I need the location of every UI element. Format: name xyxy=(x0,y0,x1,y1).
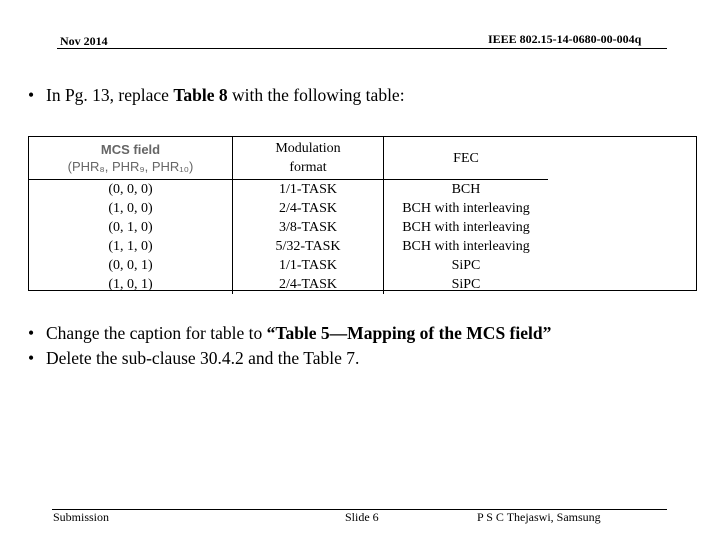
cell-mod: 1/1-TASK xyxy=(279,182,337,197)
footer-author: P S C Thejaswi, Samsung xyxy=(477,510,601,524)
cell-fec: BCH with interleaving xyxy=(384,199,549,218)
cell-mcs: (1, 0, 1) xyxy=(29,275,233,294)
cell-mod: 2/4-TASK xyxy=(279,277,337,292)
bullet-dot: • xyxy=(28,323,35,343)
intro-bullet xyxy=(28,85,405,106)
header-mcs-sub: (PHR₈, PHR₉, PHR₁₀) xyxy=(67,159,194,174)
header-mod-line1: Modulation xyxy=(275,141,341,156)
footer-submission: Submission xyxy=(53,510,110,524)
cell-mod: 2/4-TASK xyxy=(279,201,337,216)
cell-fec: BCH with interleaving xyxy=(384,237,549,256)
cell-mcs: (0, 0, 0) xyxy=(29,180,233,200)
header-mcs-title: MCS field xyxy=(100,142,161,157)
bullet-dot: • xyxy=(28,348,35,368)
bullet-delete-subclause xyxy=(28,348,359,369)
bullet-caption-prefix: Change the caption for table to xyxy=(46,323,267,343)
header-fec: FEC xyxy=(384,137,549,180)
header-doc-id: IEEE 802.15-14-0680-00-004q xyxy=(488,32,642,46)
cell-fec: SiPC xyxy=(384,275,549,294)
table-row xyxy=(29,275,548,294)
header-mcs-field xyxy=(29,137,233,180)
table-row xyxy=(29,199,548,218)
header-modulation xyxy=(233,137,384,180)
cell-mcs: (0, 1, 0) xyxy=(29,218,233,237)
table-header-row xyxy=(29,137,548,180)
header-rule xyxy=(57,48,667,49)
header-date: Nov 2014 xyxy=(60,34,108,48)
mcs-table xyxy=(29,137,548,294)
table-row xyxy=(29,218,548,237)
intro-prefix: In Pg. 13, replace xyxy=(46,85,174,105)
cell-fec: BCH with interleaving xyxy=(384,218,549,237)
cell-mcs: (1, 0, 0) xyxy=(29,199,233,218)
bullet-delete-text: Delete the sub-clause 30.4.2 and the Table 7. xyxy=(46,348,360,368)
cell-mod: 3/8-TASK xyxy=(279,220,337,235)
table-row xyxy=(29,237,548,256)
table-row xyxy=(29,180,548,200)
intro-suffix: with the following table: xyxy=(227,85,405,105)
cell-mcs: (0, 0, 1) xyxy=(29,256,233,275)
table-row xyxy=(29,256,548,275)
cell-mod: 1/1-TASK xyxy=(279,258,337,273)
footer-slide-number: Slide 6 xyxy=(345,510,379,524)
bullet-caption-change xyxy=(28,323,551,344)
cell-mod: 5/32-TASK xyxy=(275,239,341,254)
intro-bold: Table 8 xyxy=(173,85,228,105)
cell-mcs: (1, 1, 0) xyxy=(29,237,233,256)
cell-fec: BCH xyxy=(384,180,549,200)
header-mod-line2: format xyxy=(289,160,327,175)
bullet-dot: • xyxy=(28,85,35,105)
bullet-caption-bold: “Table 5—Mapping of the MCS field” xyxy=(266,323,552,343)
cell-fec: SiPC xyxy=(384,256,549,275)
